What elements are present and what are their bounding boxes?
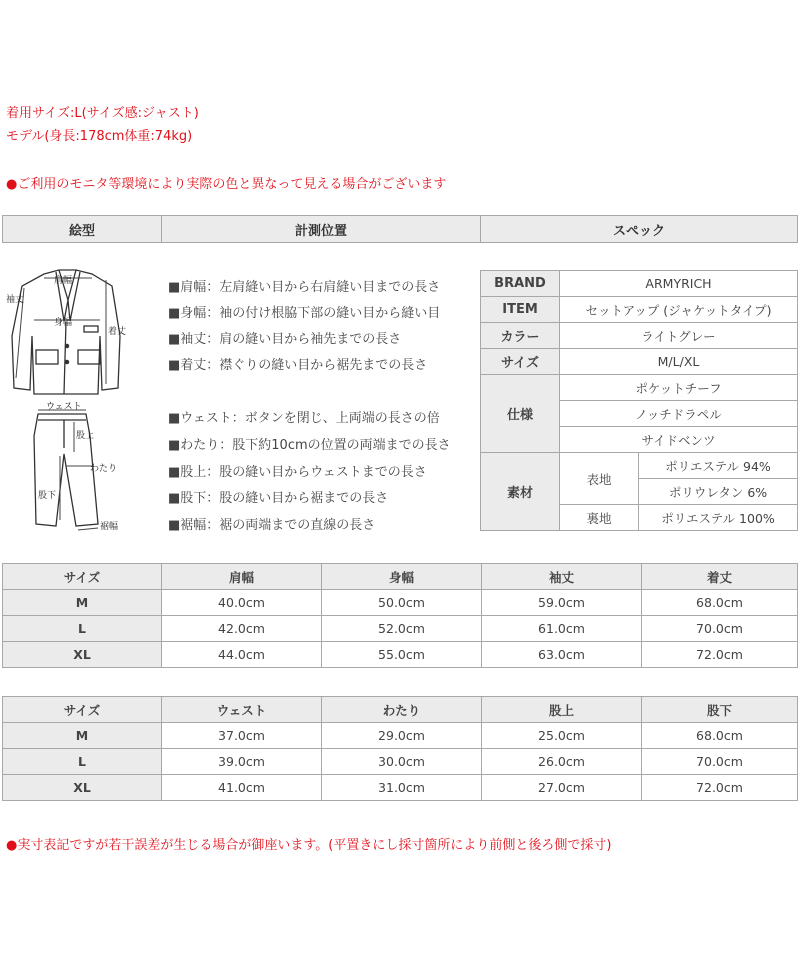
value-cell: 31.0cm: [322, 775, 482, 801]
pants-thigh-label: わたり: [90, 464, 118, 474]
header-spec: スペック: [481, 216, 798, 243]
table-header: サイズ: [3, 697, 162, 723]
pants-hem-label: 裾幅: [100, 522, 119, 532]
pants-inseam-label: 股下: [38, 491, 57, 501]
jacket-illustration: [12, 270, 120, 394]
table-header: 股上: [482, 697, 642, 723]
spec-outer-material: ポリウレタン 6%: [639, 479, 798, 505]
pants-rise-label: 股上: [76, 431, 95, 441]
value-cell: 55.0cm: [322, 642, 482, 668]
table-row: [3, 642, 798, 668]
value-cell: 50.0cm: [322, 590, 482, 616]
spec-item: セットアップ (ジャケットタイプ): [560, 297, 798, 323]
value-cell: 68.0cm: [642, 723, 798, 749]
jacket-sleeve-label: 袖丈: [6, 295, 25, 305]
size-cell: L: [3, 749, 162, 775]
table-header: 股下: [642, 697, 798, 723]
color-note: ●ご利用のモニタ等環境により実際の色と異なって見える場合がございます: [6, 177, 447, 192]
value-cell: 25.0cm: [482, 723, 642, 749]
value-cell: 68.0cm: [642, 590, 798, 616]
value-cell: 72.0cm: [642, 642, 798, 668]
size-cell: XL: [3, 642, 162, 668]
header-measure-position: 計測位置: [162, 216, 481, 243]
value-cell: 52.0cm: [322, 616, 482, 642]
spec-lining-material: ポリエステル 100%: [639, 505, 798, 531]
table-header: 身幅: [322, 564, 482, 590]
table-header: ウェスト: [162, 697, 322, 723]
jacket-size-table: [2, 563, 798, 668]
value-cell: 40.0cm: [162, 590, 322, 616]
value-cell: 59.0cm: [482, 590, 642, 616]
spec-outer-label: 表地: [560, 453, 639, 505]
spec-detail-item: ノッチドラペル: [560, 401, 798, 427]
table-header: わたり: [322, 697, 482, 723]
wear-size-text: 着用サイズ:L(サイズ感:ジャスト): [6, 106, 199, 121]
value-cell: 61.0cm: [482, 616, 642, 642]
value-cell: 37.0cm: [162, 723, 322, 749]
measure-item-rise: ■股上：股の縫い目からウェストまでの長さ: [168, 465, 427, 480]
value-cell: 30.0cm: [322, 749, 482, 775]
measure-item-sleeve: ■袖丈：肩の縫い目から袖先までの長さ: [168, 332, 402, 347]
value-cell: 72.0cm: [642, 775, 798, 801]
value-cell: 27.0cm: [482, 775, 642, 801]
spec-label-brand: BRAND: [481, 271, 560, 297]
jacket-body-label: 身幅: [54, 318, 73, 328]
jacket-length-label: 着丈: [108, 327, 127, 337]
spec-sizes: M/L/XL: [560, 349, 798, 375]
garment-diagram: [4, 266, 154, 538]
table-row: [3, 749, 798, 775]
table-row: [3, 590, 798, 616]
value-cell: 63.0cm: [482, 642, 642, 668]
spec-table: [480, 270, 798, 531]
jacket-shoulder-label: 肩幅: [54, 276, 73, 286]
spec-detail-item: サイドベンツ: [560, 427, 798, 453]
measure-item-thigh: ■わたり：股下約10cmの位置の両端までの長さ: [168, 438, 451, 453]
measure-item-hem: ■裾幅：裾の両端までの直線の長さ: [168, 518, 376, 533]
measure-item-body: ■身幅：袖の付け根脇下部の縫い目から縫い目: [168, 306, 441, 321]
spec-label-item: ITEM: [481, 297, 560, 323]
spec-color: ライトグレー: [560, 323, 798, 349]
measure-item-shoulder: ■肩幅：左肩縫い目から右肩縫い目までの長さ: [168, 280, 441, 295]
size-cell: L: [3, 616, 162, 642]
header-illustration: 絵型: [3, 216, 162, 243]
table-header: 肩幅: [162, 564, 322, 590]
spec-label-detail: 仕様: [481, 375, 560, 453]
footer-note: ●実寸表記ですが若干誤差が生じる場合が御座います。(平置きにし採寸箇所により前側と後ろ側で採寸): [6, 838, 612, 853]
table-header: サイズ: [3, 564, 162, 590]
value-cell: 41.0cm: [162, 775, 322, 801]
size-cell: M: [3, 590, 162, 616]
value-cell: 26.0cm: [482, 749, 642, 775]
table-header: 袖丈: [482, 564, 642, 590]
pants-waist-label: ウェスト: [46, 402, 82, 412]
jacket-measure-lines: [16, 278, 106, 384]
pants-size-table: [2, 696, 798, 801]
table-row: [3, 616, 798, 642]
size-cell: XL: [3, 775, 162, 801]
spec-detail-item: ポケットチーフ: [560, 375, 798, 401]
spec-lining-label: 裏地: [560, 505, 639, 531]
model-text: モデル(身長:178cm体重:74kg): [6, 129, 193, 144]
spec-brand: ARMYRICH: [560, 271, 798, 297]
table-header: 着丈: [642, 564, 798, 590]
value-cell: 29.0cm: [322, 723, 482, 749]
measure-item-length: ■着丈：襟ぐりの縫い目から裾先までの長さ: [168, 358, 428, 373]
spec-label-material: 素材: [481, 453, 560, 531]
measure-item-inseam: ■股下：股の縫い目から裾までの長さ: [168, 491, 389, 506]
measure-item-waist: ■ウェスト：ボタンを閉じ、上両端の長さの倍: [168, 411, 440, 426]
value-cell: 70.0cm: [642, 749, 798, 775]
value-cell: 70.0cm: [642, 616, 798, 642]
value-cell: 44.0cm: [162, 642, 322, 668]
spec-label-color: カラー: [481, 323, 560, 349]
size-cell: M: [3, 723, 162, 749]
table-row: [3, 775, 798, 801]
section-header: [2, 215, 798, 243]
table-row: [3, 723, 798, 749]
spec-label-size: サイズ: [481, 349, 560, 375]
value-cell: 42.0cm: [162, 616, 322, 642]
value-cell: 39.0cm: [162, 749, 322, 775]
spec-outer-material: ポリエステル 94%: [639, 453, 798, 479]
